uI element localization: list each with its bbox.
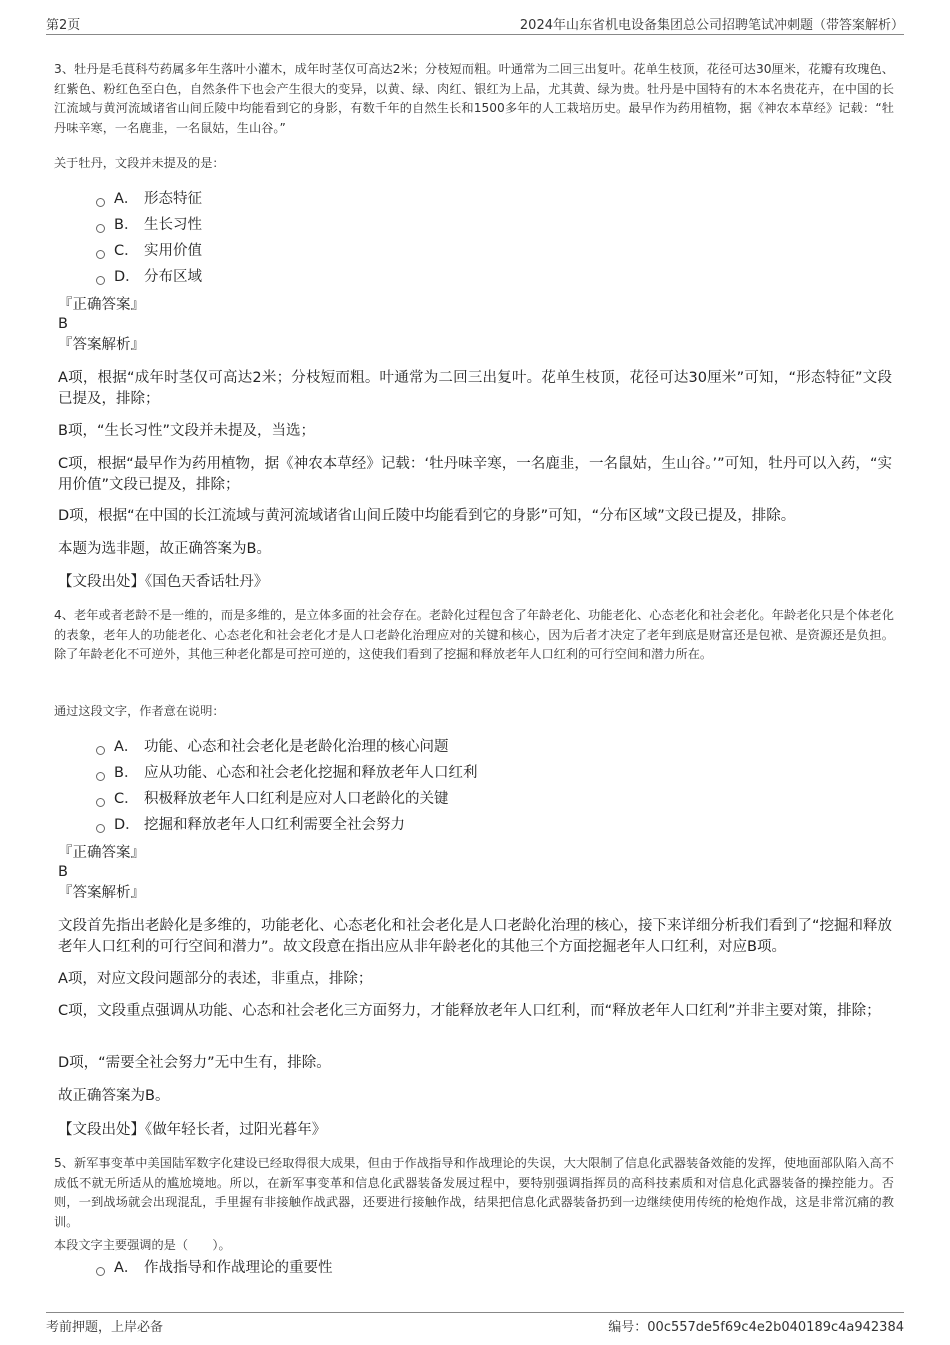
q3-passage: 3、牡丹是毛茛科芍药属多年生落叶小灌木，成年时茎仅可高达2米；分枝短而粗。叶通常为二回三出复叶。花单生枝顶，花径可达30厘米，花瓣有玫瑰色、红紫色、粉红色至白色，自然条件下也会产生很大的变异，以黄、绿、肉红、银红为上品，尤其黄、绿为贵。牡丹是中国特有的木本名贵花卉，在中国的长江流域与黄河流域诸省山间丘陵中均能看到它的身影，有数千年的自然生长和1500多年的人工栽培历史。最早作为药用植物，据《神农本草经》记载：“牡丹味辛寒，一名鹿韭，一名鼠姑，生山谷。” (54, 62, 894, 135)
q3-explanation-c: C项，根据“最早作为药用植物，据《神农本草经》记载：‘牡丹味辛寒，一名鹿韭，一名鼠姑，生山谷。’”可知，牡丹可以入药，“实用价值”文段已提及，排除； (58, 456, 892, 493)
q4-option-d[interactable]: D． 挖掘和释放老年人口红利需要全社会努力 (96, 812, 478, 838)
q4-analysis-label: 『答案解析』 (58, 885, 145, 901)
q4-explanation-a: A项，对应文段问题部分的表述，非重点，排除； (58, 971, 373, 987)
q5-prompt: 本段文字主要强调的是（ ）。 (54, 1238, 231, 1252)
radio-icon[interactable] (96, 250, 105, 259)
q3-option-d[interactable]: D． 分布区域 (96, 264, 202, 290)
q4-passage: 4、老年或者老龄不是一维的，而是多维的，是立体多面的社会存在。老龄化过程包含了年龄老化、功能老化、心态老化和社会老化。年龄老化只是个体老化的表象，老年人的功能老化、心态老化和社会老化才是人口老龄化治理应对的关键和核心，因为后者才决定了老年到底是财富还是包袱、是资源还是负担。除了年龄老化不可逆外，其他三种老化都是可控可逆的，这使我们看到了挖掘和释放老年人口红利的可行空间和潜力所在。 (54, 608, 894, 661)
q3-answer: B (58, 316, 68, 332)
document-title: 2024年山东省机电设备集团总公司招聘笔试冲刺题（带答案解析） (519, 18, 904, 33)
q4-option-a[interactable]: A． 功能、心态和社会老化是老龄化治理的核心问题 (96, 734, 478, 760)
radio-icon[interactable] (96, 824, 105, 833)
page-number: 第2页 (46, 18, 81, 33)
radio-icon[interactable] (96, 224, 105, 233)
q3-option-b[interactable]: B． 生长习性 (96, 212, 202, 238)
q3-source: 【文段出处】《国色天香话牡丹》 (58, 574, 269, 590)
page-footer (46, 1312, 904, 1335)
footer-doc-id: 编号：00c557de5f69c4e2b040189c4a942384 (608, 1320, 904, 1335)
footer-slogan: 考前押题，上岸必备 (46, 1320, 164, 1335)
q3-explanation-a: A项，根据“成年时茎仅可高达2米；分枝短而粗。叶通常为二回三出复叶。花单生枝顶，花径可达30厘米”可知，“形态特征”文段已提及，排除； (58, 370, 892, 407)
page-header (46, 14, 904, 35)
q4-explanation-main: 文段首先指出老龄化是多维的，功能老化、心态老化和社会老化是人口老龄化治理的核心，接下来详细分析我们看到了“挖掘和释放老年人口红利的可行空间和潜力”。故文段意在指出应从非年龄老化的其他三个方面挖掘老年人口红利，对应B项。 (58, 918, 893, 955)
radio-icon[interactable] (96, 276, 105, 285)
q4-options (96, 734, 478, 838)
q4-conclusion: 故正确答案为B。 (58, 1088, 170, 1104)
q3-correct-answer-label: 『正确答案』 (58, 297, 145, 313)
q4-prompt: 通过这段文字，作者意在说明： (54, 704, 225, 718)
q4-source: 【文段出处】《做年轻长者，过阳光暮年》 (58, 1122, 327, 1138)
radio-icon[interactable] (96, 1267, 105, 1276)
q3-conclusion: 本题为选非题，故正确答案为B。 (58, 541, 271, 557)
q4-explanation-c: C项，文段重点强调从功能、心态和社会老化三方面努力，才能释放老年人口红利，而“释放老年人口红利”并非主要对策，排除； (58, 1003, 881, 1019)
q3-option-a[interactable]: A． 形态特征 (96, 186, 202, 212)
q4-explanation-d: D项，“需要全社会努力”无中生有，排除。 (58, 1055, 331, 1071)
q3-explanation-d: D项，根据“在中国的长江流域与黄河流域诸省山间丘陵中均能看到它的身影”可知，“分布区域”文段已提及，排除。 (58, 508, 796, 524)
radio-icon[interactable] (96, 746, 105, 755)
radio-icon[interactable] (96, 198, 105, 207)
q4-option-c[interactable]: C． 积极释放老年人口红利是应对人口老龄化的关键 (96, 786, 478, 812)
q5-options (96, 1255, 333, 1281)
q3-options (96, 186, 202, 290)
radio-icon[interactable] (96, 772, 105, 781)
q5-option-a[interactable]: A． 作战指导和作战理论的重要性 (96, 1255, 333, 1281)
q3-analysis-label: 『答案解析』 (58, 337, 145, 353)
q4-correct-answer-label: 『正确答案』 (58, 845, 145, 861)
radio-icon[interactable] (96, 798, 105, 807)
q3-prompt: 关于牡丹，文段并未提及的是： (54, 156, 225, 170)
q3-option-c[interactable]: C． 实用价值 (96, 238, 202, 264)
q4-option-b[interactable]: B． 应从功能、心态和社会老化挖掘和释放老年人口红利 (96, 760, 478, 786)
q4-answer: B (58, 864, 68, 880)
q5-passage: 5、新军事变革中美国陆军数字化建设已经取得很大成果，但由于作战指导和作战理论的失误，大大限制了信息化武器装备效能的发挥，使地面部队陷入高不成低不就无所适从的尴尬境地。所以，在新军事变革和信息化武器装备发展过程中，要特别强调指挥员的高科技素质和对信息化武器装备的操控能力。否则，一到战场就会出现混乱，手里握有非接触作战武器，还要进行接触作战，结果把信息化武器装备扔到一边继续使用传统的枪炮作战，这是非常沉痛的教训。 (54, 1156, 894, 1229)
q3-explanation-b: B项，“生长习性”文段并未提及，当选； (58, 423, 315, 439)
